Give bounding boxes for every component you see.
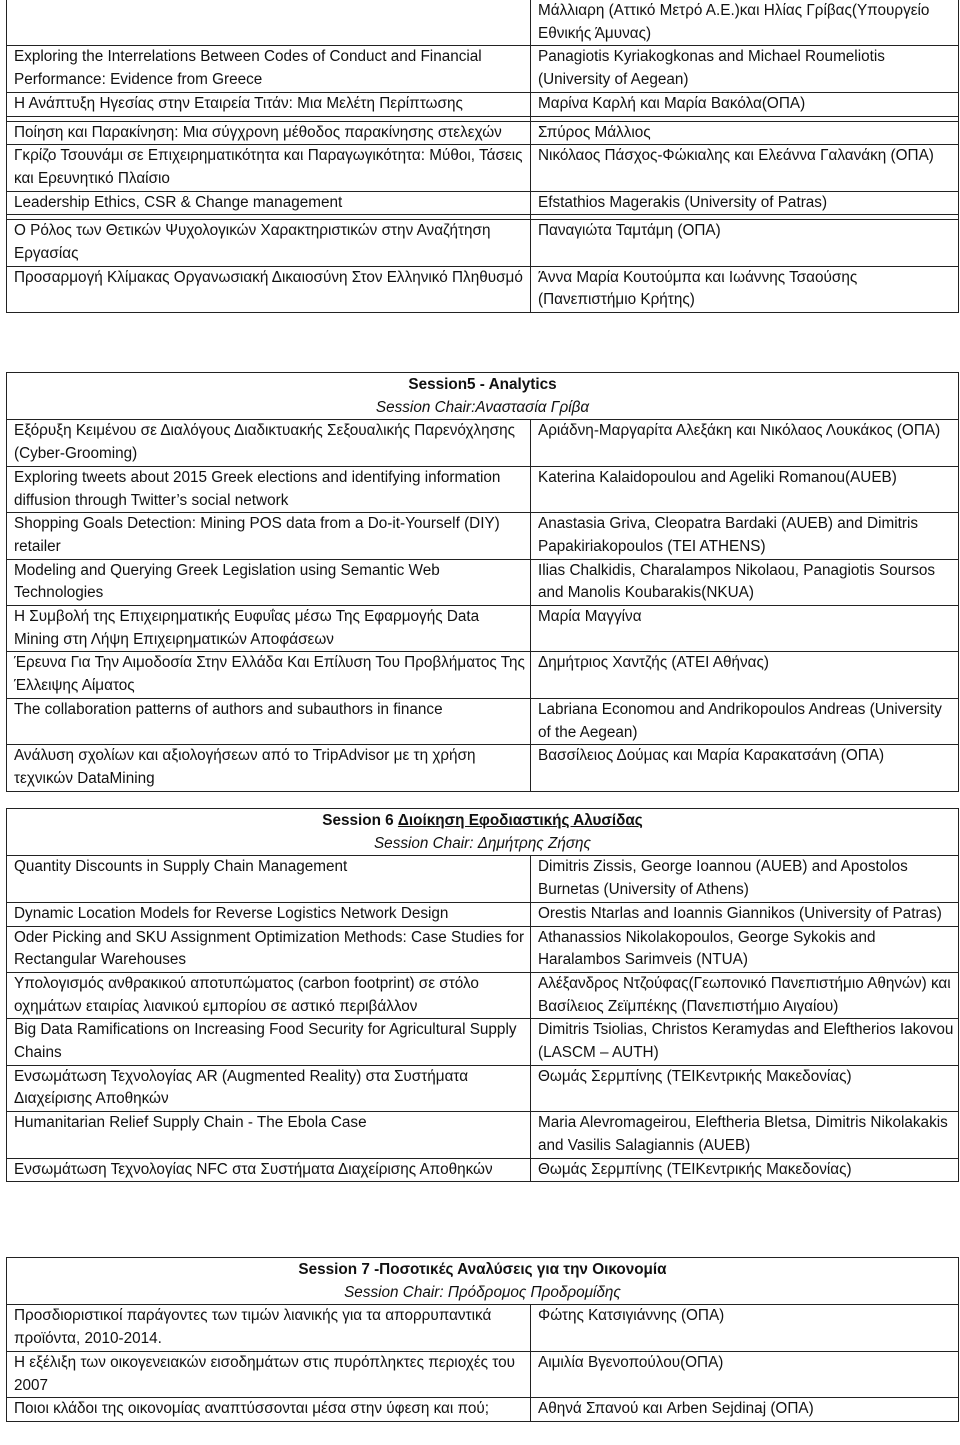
paper-row (7, 0, 959, 46)
paper-title: Shopping Goals Detection: Mining POS data from a Do-it-Yourself (DIY) retailer (7, 513, 531, 559)
paper-authors: Αλέξανδρος Ντζούφας(Γεωπονικό Πανεπιστήμιο Αθηνών) και Βασίλειος Ζεϊμπέκης (Πανεπιστήμιο Αιγαίου) (531, 972, 959, 1018)
paper-row (7, 1112, 959, 1158)
paper-row (7, 466, 959, 512)
paper-table (6, 808, 959, 1182)
session-title-topic: Διοίκηση Εφοδιαστικής Αλυσίδας (397, 812, 643, 829)
session7-block (6, 1257, 958, 1422)
paper-title: Dynamic Location Models for Reverse Logistics Network Design (7, 902, 531, 926)
paper-authors: Θωμάς Σερμπίνης (ΤΕΙΚεντρικής Μακεδονίας) (531, 1065, 959, 1111)
paper-row (7, 513, 959, 559)
paper-authors: Βασσίλειος Δούμας και Μαρία Καρακατσάνη (ΟΠΑ) (531, 745, 959, 791)
paper-authors: Παναγιώτα Ταμτάμη (ΟΠΑ) (531, 220, 959, 266)
paper-row (7, 46, 959, 92)
paper-row (7, 92, 959, 116)
paper-authors: Αθηνά Σπανού και Arben Sejdinaj (ΟΠΑ) (531, 1398, 959, 1422)
paper-title: Γκρίζο Τσουνάμι σε Επιχειρηματικότητα και Παραγωγικότητα: Μύθοι, Τάσεις και Ερευνητικό Πλαίσιο (7, 145, 531, 191)
paper-title: Leadership Ethics, CSR & Change management (7, 191, 531, 215)
paper-authors: Μαρίνα Καρλή και Μαρία Βακόλα(ΟΠΑ) (531, 92, 959, 116)
paper-row (7, 1065, 959, 1111)
paper-title: Quantity Discounts in Supply Chain Management (7, 856, 531, 902)
paper-title: The collaboration patterns of authors and subauthors in finance (7, 698, 531, 744)
paper-row (7, 145, 959, 191)
paper-title: Big Data Ramifications on Increasing Food Security for Agricultural Supply Chains (7, 1019, 531, 1065)
paper-row (7, 1019, 959, 1065)
session-chair: Session Chair: Δημήτρης Ζήσης (373, 834, 591, 852)
paper-row (7, 745, 959, 791)
paper-authors: Φώτης Κατσιγιάννης (ΟΠΑ) (531, 1305, 959, 1351)
paper-row (7, 220, 959, 266)
paper-authors: Dimitris Zissis, George Ioannou (AUEB) and Apostolos Burnetas (University of Athens) (531, 856, 959, 902)
paper-row (7, 698, 959, 744)
session-title-prefix: Session 6 (322, 812, 398, 829)
paper-title: Υπολογισμός ανθρακικού αποτυπώματος (carbon footprint) σε στόλο οχημάτων εταιρίας λιανικού εμπορίου σε αστικό περιβάλλον (7, 972, 531, 1018)
paper-title: Exploring tweets about 2015 Greek elections and identifying information diffusion through Twitter’s social network (7, 466, 531, 512)
paper-authors: Efstathios Magerakis (University of Patras) (531, 191, 959, 215)
paper-row (7, 559, 959, 605)
session-title (11, 810, 954, 833)
paper-row (7, 1305, 959, 1351)
paper-title: Προσαρμογή Κλίμακας Οργανωσιακή Δικαιοσύνη Στον Ελληνικό Πληθυσμό (7, 266, 531, 312)
paper-title: Η εξέλιξη των οικογενειακών εισοδημάτων στις πυρόπληκτες περιοχές του 2007 (7, 1351, 531, 1397)
paper-authors: Orestis Ntarlas and Ioannis Giannikos (University of Patras) (531, 902, 959, 926)
paper-authors: Αιμιλία Βγενοπούλου(ΟΠΑ) (531, 1351, 959, 1397)
paper-table (6, 0, 959, 313)
paper-authors: Anastasia Griva, Cleopatra Bardaki (AUEB) and Dimitris Papakiriakopoulos (TEI ATHENS) (531, 513, 959, 559)
paper-title: Oder Picking and SKU Assignment Optimization Methods: Case Studies for Rectangular Warehouses (7, 926, 531, 972)
paper-row (7, 191, 959, 215)
paper-title: Προσδιοριστικοί παράγοντες των τιμών λιανικής για τα απορρυπαντικά προϊόντα, 2010-2014. (7, 1305, 531, 1351)
paper-authors: Μάλλιαρη (Αττικό Μετρό Α.Ε.)και Ηλίας Γρίβας(Υπουργείο Εθνικής Άμυνας) (531, 0, 959, 46)
session6-block (6, 808, 958, 1182)
paper-title: Η Ανάπτυξη Ηγεσίας στην Εταιρεία Τιτάν: Μια Μελέτη Περίπτωσης (7, 92, 531, 116)
paper-table (6, 372, 959, 792)
session-chair: Session Chair: Πρόδρομος Προδρομίδης (344, 1283, 621, 1301)
paper-row (7, 902, 959, 926)
paper-authors: Νικόλαος Πάσχος-Φώκιαλης και Ελεάννα Γαλανάκη (ΟΠΑ) (531, 145, 959, 191)
paper-title: Εξόρυξη Κειμένου σε Διαλόγους Διαδικτυακής Σεξουαλικής Παρενόχλησης (Cyber-Grooming) (7, 420, 531, 466)
paper-title (7, 0, 531, 46)
paper-title: Ενσωμάτωση Τεχνολογίας NFC στα Συστήματα Διαχείρισης Αποθηκών (7, 1158, 531, 1182)
paper-authors: Panagiotis Kyriakogkonas and Michael Roumeliotis (University of Aegean) (531, 46, 959, 92)
paper-authors: Katerina Kalaidopoulou and Ageliki Romanou(AUEB) (531, 466, 959, 512)
session-header (7, 809, 959, 856)
paper-row (7, 926, 959, 972)
paper-row (7, 1158, 959, 1182)
paper-authors: Maria Alevromageirou, Eleftheria Bletsa, Dimitris Nikolakakis and Vasilis Salagiannis (AUEB) (531, 1112, 959, 1158)
paper-row (7, 121, 959, 145)
paper-row (7, 1351, 959, 1397)
paper-row (7, 266, 959, 312)
paper-row (7, 420, 959, 466)
paper-authors: Athanassios Nikolakopoulos, George Sykokis and Haralambos Sarimveis (NTUA) (531, 926, 959, 972)
session5-block (6, 372, 958, 792)
paper-title: Exploring the Interrelations Between Codes of Conduct and Financial Performance: Evidence from Greece (7, 46, 531, 92)
session-title: Session5 - Analytics (408, 376, 557, 393)
paper-row (7, 652, 959, 698)
session-block-continued (6, 0, 958, 313)
paper-title: Ο Ρόλος των Θετικών Ψυχολογικών Χαρακτηριστικών στην Αναζήτηση Εργασίας (7, 220, 531, 266)
paper-title: Η Συμβολή της Επιχειρηματικής Ευφυΐας μέσω Της Εφαρμογής Data Mining στη Λήψη Επιχειρηματικών Αποφάσεων (7, 606, 531, 652)
paper-title: Modeling and Querying Greek Legislation using Semantic Web Technologies (7, 559, 531, 605)
paper-authors: Σπύρος Μάλλιος (531, 121, 959, 145)
session-header (7, 373, 959, 420)
paper-authors: Dimitris Tsiolias, Christos Keramydas and Eleftherios Iakovou (LASCM – AUTH) (531, 1019, 959, 1065)
paper-authors: Άννα Μαρία Κουτούμπα και Ιωάννης Τσαούσης (Πανεπιστήμιο Κρήτης) (531, 266, 959, 312)
paper-title: Ποιοι κλάδοι της οικονομίας αναπτύσσονται μέσα στην ύφεση και πού; (7, 1398, 531, 1422)
paper-row (7, 972, 959, 1018)
session-chair: Session Chair:Αναστασία Γρίβα (375, 398, 590, 416)
paper-title: Humanitarian Relief Supply Chain - The Ebola Case (7, 1112, 531, 1158)
paper-authors: Δημήτριος Χαντζής (ΑΤΕΙ Αθήνας) (531, 652, 959, 698)
session-header (7, 1258, 959, 1305)
paper-row (7, 1398, 959, 1422)
paper-row (7, 856, 959, 902)
paper-authors: Labriana Economou and Andrikopoulos Andreas (University of the Aegean) (531, 698, 959, 744)
paper-authors: Ilias Chalkidis, Charalampos Nikolaou, Panagiotis Soursos and Manolis Koubarakis(NKUA) (531, 559, 959, 605)
paper-title: Έρευνα Για Την Αιμοδοσία Στην Ελλάδα Και Επίλυση Του Προβλήματος Της Έλλειψης Αίματος (7, 652, 531, 698)
paper-authors: Θωμάς Σερμπίνης (ΤΕΙΚεντρικής Μακεδονίας) (531, 1158, 959, 1182)
paper-row (7, 606, 959, 652)
paper-title: Ενσωμάτωση Τεχνολογίας AR (Augmented Reality) στα Συστήματα Διαχείρισης Αποθηκών (7, 1065, 531, 1111)
paper-table (6, 1257, 959, 1422)
paper-authors: Αριάδνη-Μαργαρίτα Αλεξάκη και Νικόλαος Λουκάκος (ΟΠΑ) (531, 420, 959, 466)
session-title: Session 7 -Ποσοτικές Αναλύσεις για την Οικονομία (298, 1261, 667, 1278)
paper-title: Ποίηση και Παρακίνηση: Μια σύγχρονη μέθοδος παρακίνησης στελεχών (7, 121, 531, 145)
paper-title: Ανάλυση σχολίων και αξιολογήσεων από το TripAdvisor με τη χρήση τεχνικών DataMining (7, 745, 531, 791)
paper-authors: Μαρία Μαγγίνα (531, 606, 959, 652)
